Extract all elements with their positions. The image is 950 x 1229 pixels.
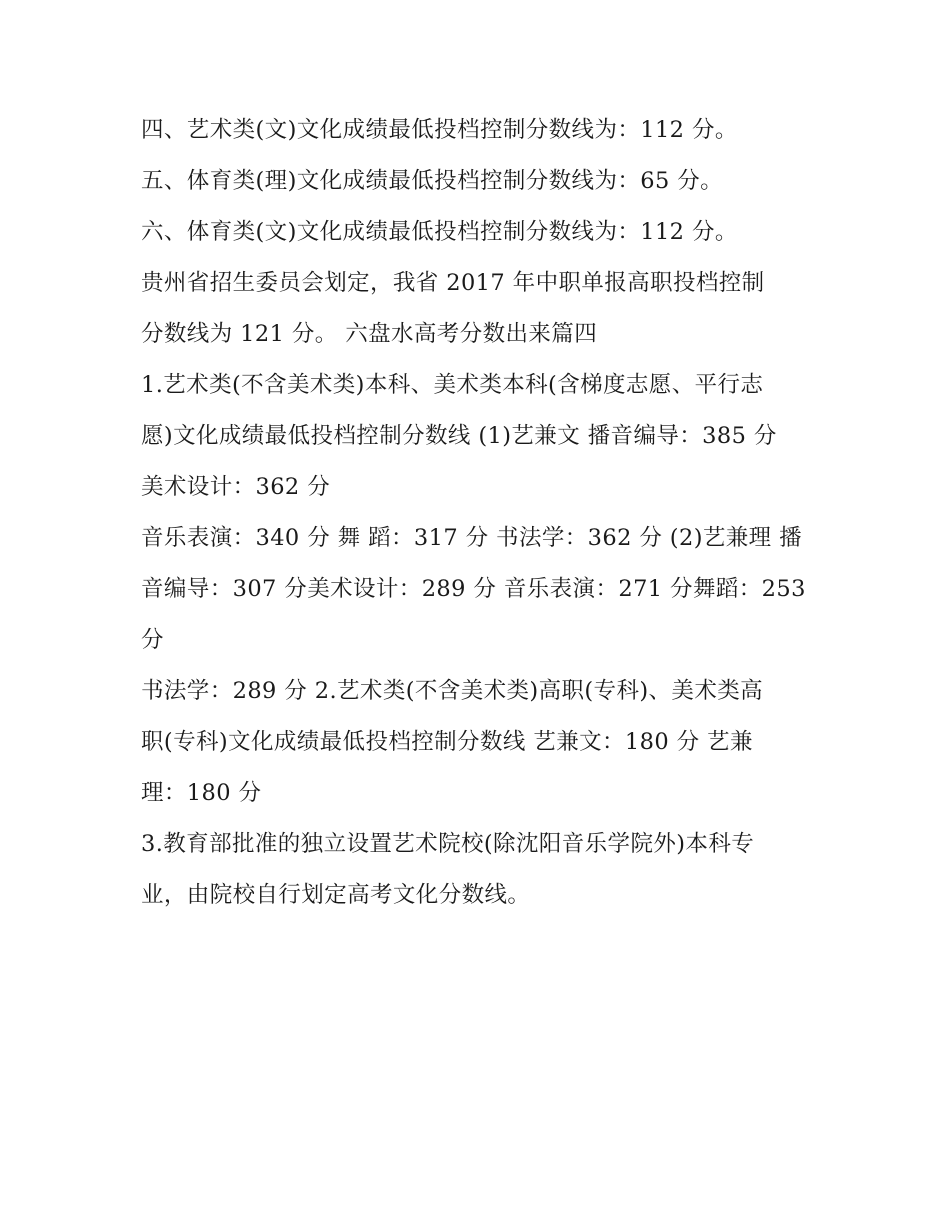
text-line: 贵州省招生委员会划定，我省 2017 年中职单报高职投档控制 bbox=[141, 270, 765, 296]
text-line: 六、体育类(文)文化成绩最低投档控制分数线为：112 分。 bbox=[141, 219, 738, 245]
text-line: 3.教育部批准的独立设置艺术院校(除沈阳音乐学院外)本科专 bbox=[141, 831, 755, 857]
text-line: 五、体育类(理)文化成绩最低投档控制分数线为：65 分。 bbox=[141, 168, 724, 194]
text-line: 分数线为 121 分。 六盘水高考分数出来篇四 bbox=[141, 321, 598, 347]
text-line: 书法学：289 分 2.艺术类(不含美术类)高职(专科)、美术类高 bbox=[141, 678, 764, 704]
document-body bbox=[141, 105, 821, 921]
text-line: 理：180 分 bbox=[141, 780, 262, 806]
text-line: 音编导：307 分美术设计：289 分 音乐表演：271 分舞蹈：253 bbox=[141, 576, 806, 602]
text-line: 职(专科)文化成绩最低投档控制分数线 艺兼文：180 分 艺兼 bbox=[141, 729, 753, 755]
text-line: 四、艺术类(文)文化成绩最低投档控制分数线为：112 分。 bbox=[141, 117, 738, 143]
text-line: 分 bbox=[141, 627, 164, 653]
text-line: 音乐表演：340 分 舞 蹈：317 分 书法学：362 分 (2)艺兼理 播 bbox=[141, 525, 803, 551]
text-line: 业，由院校自行划定高考文化分数线。 bbox=[141, 882, 531, 908]
text-line: 1.艺术类(不含美术类)本科、美术类本科(含梯度志愿、平行志 bbox=[141, 372, 764, 398]
text-line: 愿)文化成绩最低投档控制分数线 (1)艺兼文 播音编导：385 分 bbox=[141, 423, 777, 449]
text-line: 美术设计：362 分 bbox=[141, 474, 331, 500]
